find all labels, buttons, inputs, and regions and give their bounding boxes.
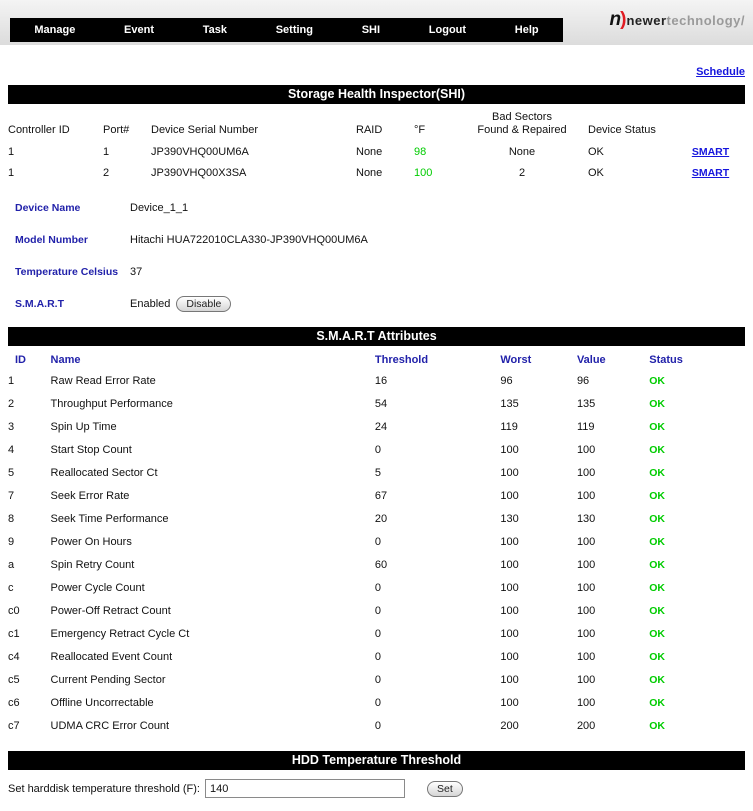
attr-id-cell: c1 xyxy=(8,628,20,640)
attr-id-cell: c xyxy=(8,582,14,594)
attr-worst-cell: 100 xyxy=(500,605,519,617)
raid-cell: None xyxy=(356,167,383,179)
attr-value-cell: 100 xyxy=(576,490,596,502)
attr-name-cell: Current Pending Sector xyxy=(50,674,166,686)
logo-word-light: technology/ xyxy=(666,13,745,28)
attr-value-cell: 100 xyxy=(576,628,596,640)
device-status-cell: OK xyxy=(588,167,604,179)
attr-value-cell: 119 xyxy=(576,421,595,433)
attr-value-cell: 130 xyxy=(576,513,596,525)
attr-worst-cell: 100 xyxy=(500,582,519,594)
col-raid: RAID xyxy=(356,124,383,136)
attr-threshold-cell: 67 xyxy=(374,490,388,502)
temperature-f-cell: 98 xyxy=(414,146,427,158)
attr-name-cell: Power Cycle Count xyxy=(50,582,145,594)
attr-status-cell: OK xyxy=(649,467,665,479)
col-serial: Device Serial Number xyxy=(151,124,258,136)
attr-id-cell: 7 xyxy=(8,490,15,502)
smart-header-row xyxy=(8,346,745,370)
col-threshold: Threshold xyxy=(374,354,429,366)
attr-worst-cell: 100 xyxy=(500,536,519,548)
attr-worst-cell: 96 xyxy=(500,375,513,387)
attr-id-cell: 1 xyxy=(8,375,15,387)
attr-status-cell: OK xyxy=(649,651,665,663)
smart-link[interactable]: SMART xyxy=(691,167,730,179)
col-bad-sectors-line1: Bad Sectors xyxy=(492,111,552,123)
attr-value-cell: 96 xyxy=(576,375,590,387)
logo-arrow-icon: ) xyxy=(620,9,626,30)
nav-item-shi[interactable]: SHI xyxy=(361,24,381,36)
shi-device-row xyxy=(8,141,745,162)
attr-name-cell: Seek Time Performance xyxy=(50,513,169,525)
controller-id-cell: 1 xyxy=(8,146,15,158)
temperature-f-cell: 100 xyxy=(414,167,433,179)
col-worst: Worst xyxy=(500,354,532,366)
col-bad-sectors-line2: Found & Repaired xyxy=(477,124,567,136)
attr-name-cell: Spin Retry Count xyxy=(50,559,135,571)
attr-value-cell: 100 xyxy=(576,651,596,663)
attr-status-cell: OK xyxy=(649,398,665,410)
attr-threshold-cell: 54 xyxy=(374,398,388,410)
attr-worst-cell: 100 xyxy=(500,467,519,479)
temperature-celsius-value: 37 xyxy=(130,265,143,278)
attr-name-cell: Power On Hours xyxy=(50,536,132,548)
smart-attribute-row xyxy=(8,577,745,600)
smart-attribute-row xyxy=(8,646,745,669)
newer-technology-logo xyxy=(610,9,745,31)
col-bad-sectors xyxy=(456,104,588,141)
smart-attribute-row xyxy=(8,508,745,531)
attr-value-cell: 100 xyxy=(576,444,596,456)
smart-attribute-row xyxy=(8,669,745,692)
smart-attribute-row xyxy=(8,462,745,485)
attr-worst-cell: 119 xyxy=(500,421,518,433)
attr-threshold-cell: 0 xyxy=(374,720,382,732)
attr-worst-cell: 100 xyxy=(500,444,519,456)
attr-worst-cell: 100 xyxy=(500,559,519,571)
serial-number-cell: JP390VHQ00X3SA xyxy=(151,167,247,179)
bad-sectors-cell: None xyxy=(508,146,536,158)
attr-name-cell: Spin Up Time xyxy=(50,421,117,433)
main-nav xyxy=(10,18,563,42)
bad-sectors-cell: 2 xyxy=(518,167,526,179)
smart-attribute-row xyxy=(8,623,745,646)
attr-worst-cell: 200 xyxy=(500,720,519,732)
attr-status-cell: OK xyxy=(649,628,665,640)
smart-attribute-row xyxy=(8,485,745,508)
attr-value-cell: 100 xyxy=(576,559,596,571)
col-port: Port# xyxy=(103,124,130,136)
set-threshold-button[interactable]: Set xyxy=(427,781,463,797)
model-number-row xyxy=(15,231,753,248)
attr-worst-cell: 100 xyxy=(500,674,519,686)
attr-worst-cell: 100 xyxy=(500,697,519,709)
device-name-row xyxy=(15,199,753,216)
hdd-threshold-row xyxy=(8,779,753,798)
attr-threshold-cell: 0 xyxy=(374,582,382,594)
shi-device-table xyxy=(8,104,745,183)
shi-device-row xyxy=(8,162,745,183)
attr-status-cell: OK xyxy=(649,697,665,709)
attr-id-cell: 3 xyxy=(8,421,15,433)
attr-worst-cell: 100 xyxy=(500,651,519,663)
attr-value-cell: 100 xyxy=(576,605,596,617)
hdd-threshold-input[interactable] xyxy=(205,779,405,798)
shi-title-bar: Storage Health Inspector(SHI) xyxy=(8,85,745,104)
attr-value-cell: 100 xyxy=(576,582,596,594)
attr-id-cell: 2 xyxy=(8,398,15,410)
nav-item-help[interactable]: Help xyxy=(514,24,539,36)
attr-status-cell: OK xyxy=(649,536,665,548)
attr-value-cell: 100 xyxy=(576,697,596,709)
attr-name-cell: Reallocated Sector Ct xyxy=(50,467,158,479)
attr-id-cell: c7 xyxy=(8,720,20,732)
port-cell: 2 xyxy=(103,167,110,179)
attr-worst-cell: 100 xyxy=(500,628,519,640)
attr-status-cell: OK xyxy=(649,720,665,732)
nav-item-event[interactable]: Event xyxy=(124,24,155,36)
attr-threshold-cell: 0 xyxy=(374,651,382,663)
attr-status-cell: OK xyxy=(649,559,665,571)
attr-status-cell: OK xyxy=(649,582,665,594)
model-number-value: Hitachi HUA722010CLA330-JP390VHQ00UM6A xyxy=(130,233,368,246)
smart-attribute-row xyxy=(8,600,745,623)
serial-number-cell: JP390VHQ00UM6A xyxy=(151,146,249,158)
attr-threshold-cell: 60 xyxy=(374,559,388,571)
nav-item-logout[interactable]: Logout xyxy=(428,24,467,36)
attr-id-cell: 5 xyxy=(8,467,15,479)
attr-status-cell: OK xyxy=(649,513,665,525)
attr-id-cell: 8 xyxy=(8,513,15,525)
attr-threshold-cell: 5 xyxy=(374,467,382,479)
attr-threshold-cell: 0 xyxy=(374,674,382,686)
smart-attribute-row xyxy=(8,554,745,577)
attr-id-cell: c4 xyxy=(8,651,20,663)
attr-id-cell: a xyxy=(8,559,15,571)
logo-word-bold: newer xyxy=(626,13,667,28)
attr-name-cell: UDMA CRC Error Count xyxy=(50,720,170,732)
disable-smart-button[interactable]: Disable xyxy=(176,296,231,312)
col-value: Value xyxy=(576,354,606,366)
attr-threshold-cell: 16 xyxy=(374,375,388,387)
col-id: ID xyxy=(15,354,26,366)
smart-attribute-row xyxy=(8,393,745,416)
attr-id-cell: 9 xyxy=(8,536,15,548)
smart-attribute-row xyxy=(8,531,745,554)
smart-status-row xyxy=(15,295,753,312)
attr-id-cell: c5 xyxy=(8,674,20,686)
attr-name-cell: Power-Off Retract Count xyxy=(50,605,171,617)
attr-name-cell: Start Stop Count xyxy=(50,444,132,456)
attr-name-cell: Reallocated Event Count xyxy=(50,651,173,663)
smart-attribute-row xyxy=(8,692,745,715)
nav-item-setting[interactable]: Setting xyxy=(275,24,313,36)
logo-mark-icon: n xyxy=(609,9,621,30)
schedule-row xyxy=(0,45,753,85)
smart-attribute-row xyxy=(8,439,745,462)
attr-threshold-cell: 20 xyxy=(374,513,388,525)
attr-worst-cell: 130 xyxy=(500,513,519,525)
attr-status-cell: OK xyxy=(649,605,665,617)
attr-threshold-cell: 0 xyxy=(374,628,382,640)
temperature-celsius-label: Temperature Celsius xyxy=(15,265,119,278)
smart-attribute-row xyxy=(8,715,745,738)
attr-name-cell: Offline Uncorrectable xyxy=(50,697,154,709)
attr-name-cell: Raw Read Error Rate xyxy=(50,375,156,387)
attr-id-cell: c0 xyxy=(8,605,20,617)
smart-attributes-title-bar: S.M.A.R.T Attributes xyxy=(8,327,745,346)
device-status-cell: OK xyxy=(588,146,604,158)
attr-id-cell: 4 xyxy=(8,444,15,456)
attr-id-cell: c6 xyxy=(8,697,20,709)
attr-value-cell: 100 xyxy=(576,467,596,479)
attr-threshold-cell: 0 xyxy=(374,697,382,709)
attr-threshold-cell: 24 xyxy=(374,421,388,433)
attr-status-cell: OK xyxy=(649,421,665,433)
col-device-status: Device Status xyxy=(588,124,656,136)
controller-id-cell: 1 xyxy=(8,167,15,179)
attr-status-cell: OK xyxy=(649,444,665,456)
attr-name-cell: Seek Error Rate xyxy=(50,490,130,502)
smart-attributes-table xyxy=(8,346,745,738)
temperature-celsius-row xyxy=(15,263,753,280)
device-name-value: Device_1_1 xyxy=(130,201,189,214)
col-controller-id: Controller ID xyxy=(8,124,70,136)
attr-threshold-cell: 0 xyxy=(374,444,382,456)
attr-value-cell: 200 xyxy=(576,720,596,732)
raid-cell: None xyxy=(356,146,383,158)
smart-attribute-row xyxy=(8,370,745,393)
schedule-link[interactable]: Schedule xyxy=(696,66,745,78)
port-cell: 1 xyxy=(103,146,110,158)
nav-item-manage[interactable]: Manage xyxy=(34,24,76,36)
smart-label: S.M.A.R.T xyxy=(15,297,64,310)
shi-header-row xyxy=(8,104,745,141)
attr-worst-cell: 135 xyxy=(500,398,519,410)
hdd-threshold-label: Set harddisk temperature threshold (F): xyxy=(8,782,200,795)
attr-name-cell: Throughput Performance xyxy=(50,398,173,410)
col-status: Status xyxy=(649,354,683,366)
model-number-label: Model Number xyxy=(15,233,88,246)
attr-threshold-cell: 0 xyxy=(374,605,382,617)
device-details xyxy=(15,199,753,312)
smart-enabled-value: Enabled xyxy=(130,297,171,310)
smart-attribute-row xyxy=(8,416,745,439)
device-name-label: Device Name xyxy=(15,201,81,214)
hdd-threshold-title-bar: HDD Temperature Threshold xyxy=(8,751,745,770)
attr-value-cell: 135 xyxy=(576,398,596,410)
nav-item-task[interactable]: Task xyxy=(202,24,227,36)
col-name: Name xyxy=(50,354,81,366)
attr-status-cell: OK xyxy=(649,674,665,686)
attr-status-cell: OK xyxy=(649,375,665,387)
attr-name-cell: Emergency Retract Cycle Ct xyxy=(50,628,190,640)
smart-link[interactable]: SMART xyxy=(691,146,730,158)
top-band xyxy=(0,0,753,45)
col-temp-f: °F xyxy=(414,124,426,136)
attr-status-cell: OK xyxy=(649,490,665,502)
attr-value-cell: 100 xyxy=(576,674,596,686)
attr-value-cell: 100 xyxy=(576,536,596,548)
col-smart-blank xyxy=(676,104,745,141)
attr-threshold-cell: 0 xyxy=(374,536,382,548)
attr-worst-cell: 100 xyxy=(500,490,519,502)
